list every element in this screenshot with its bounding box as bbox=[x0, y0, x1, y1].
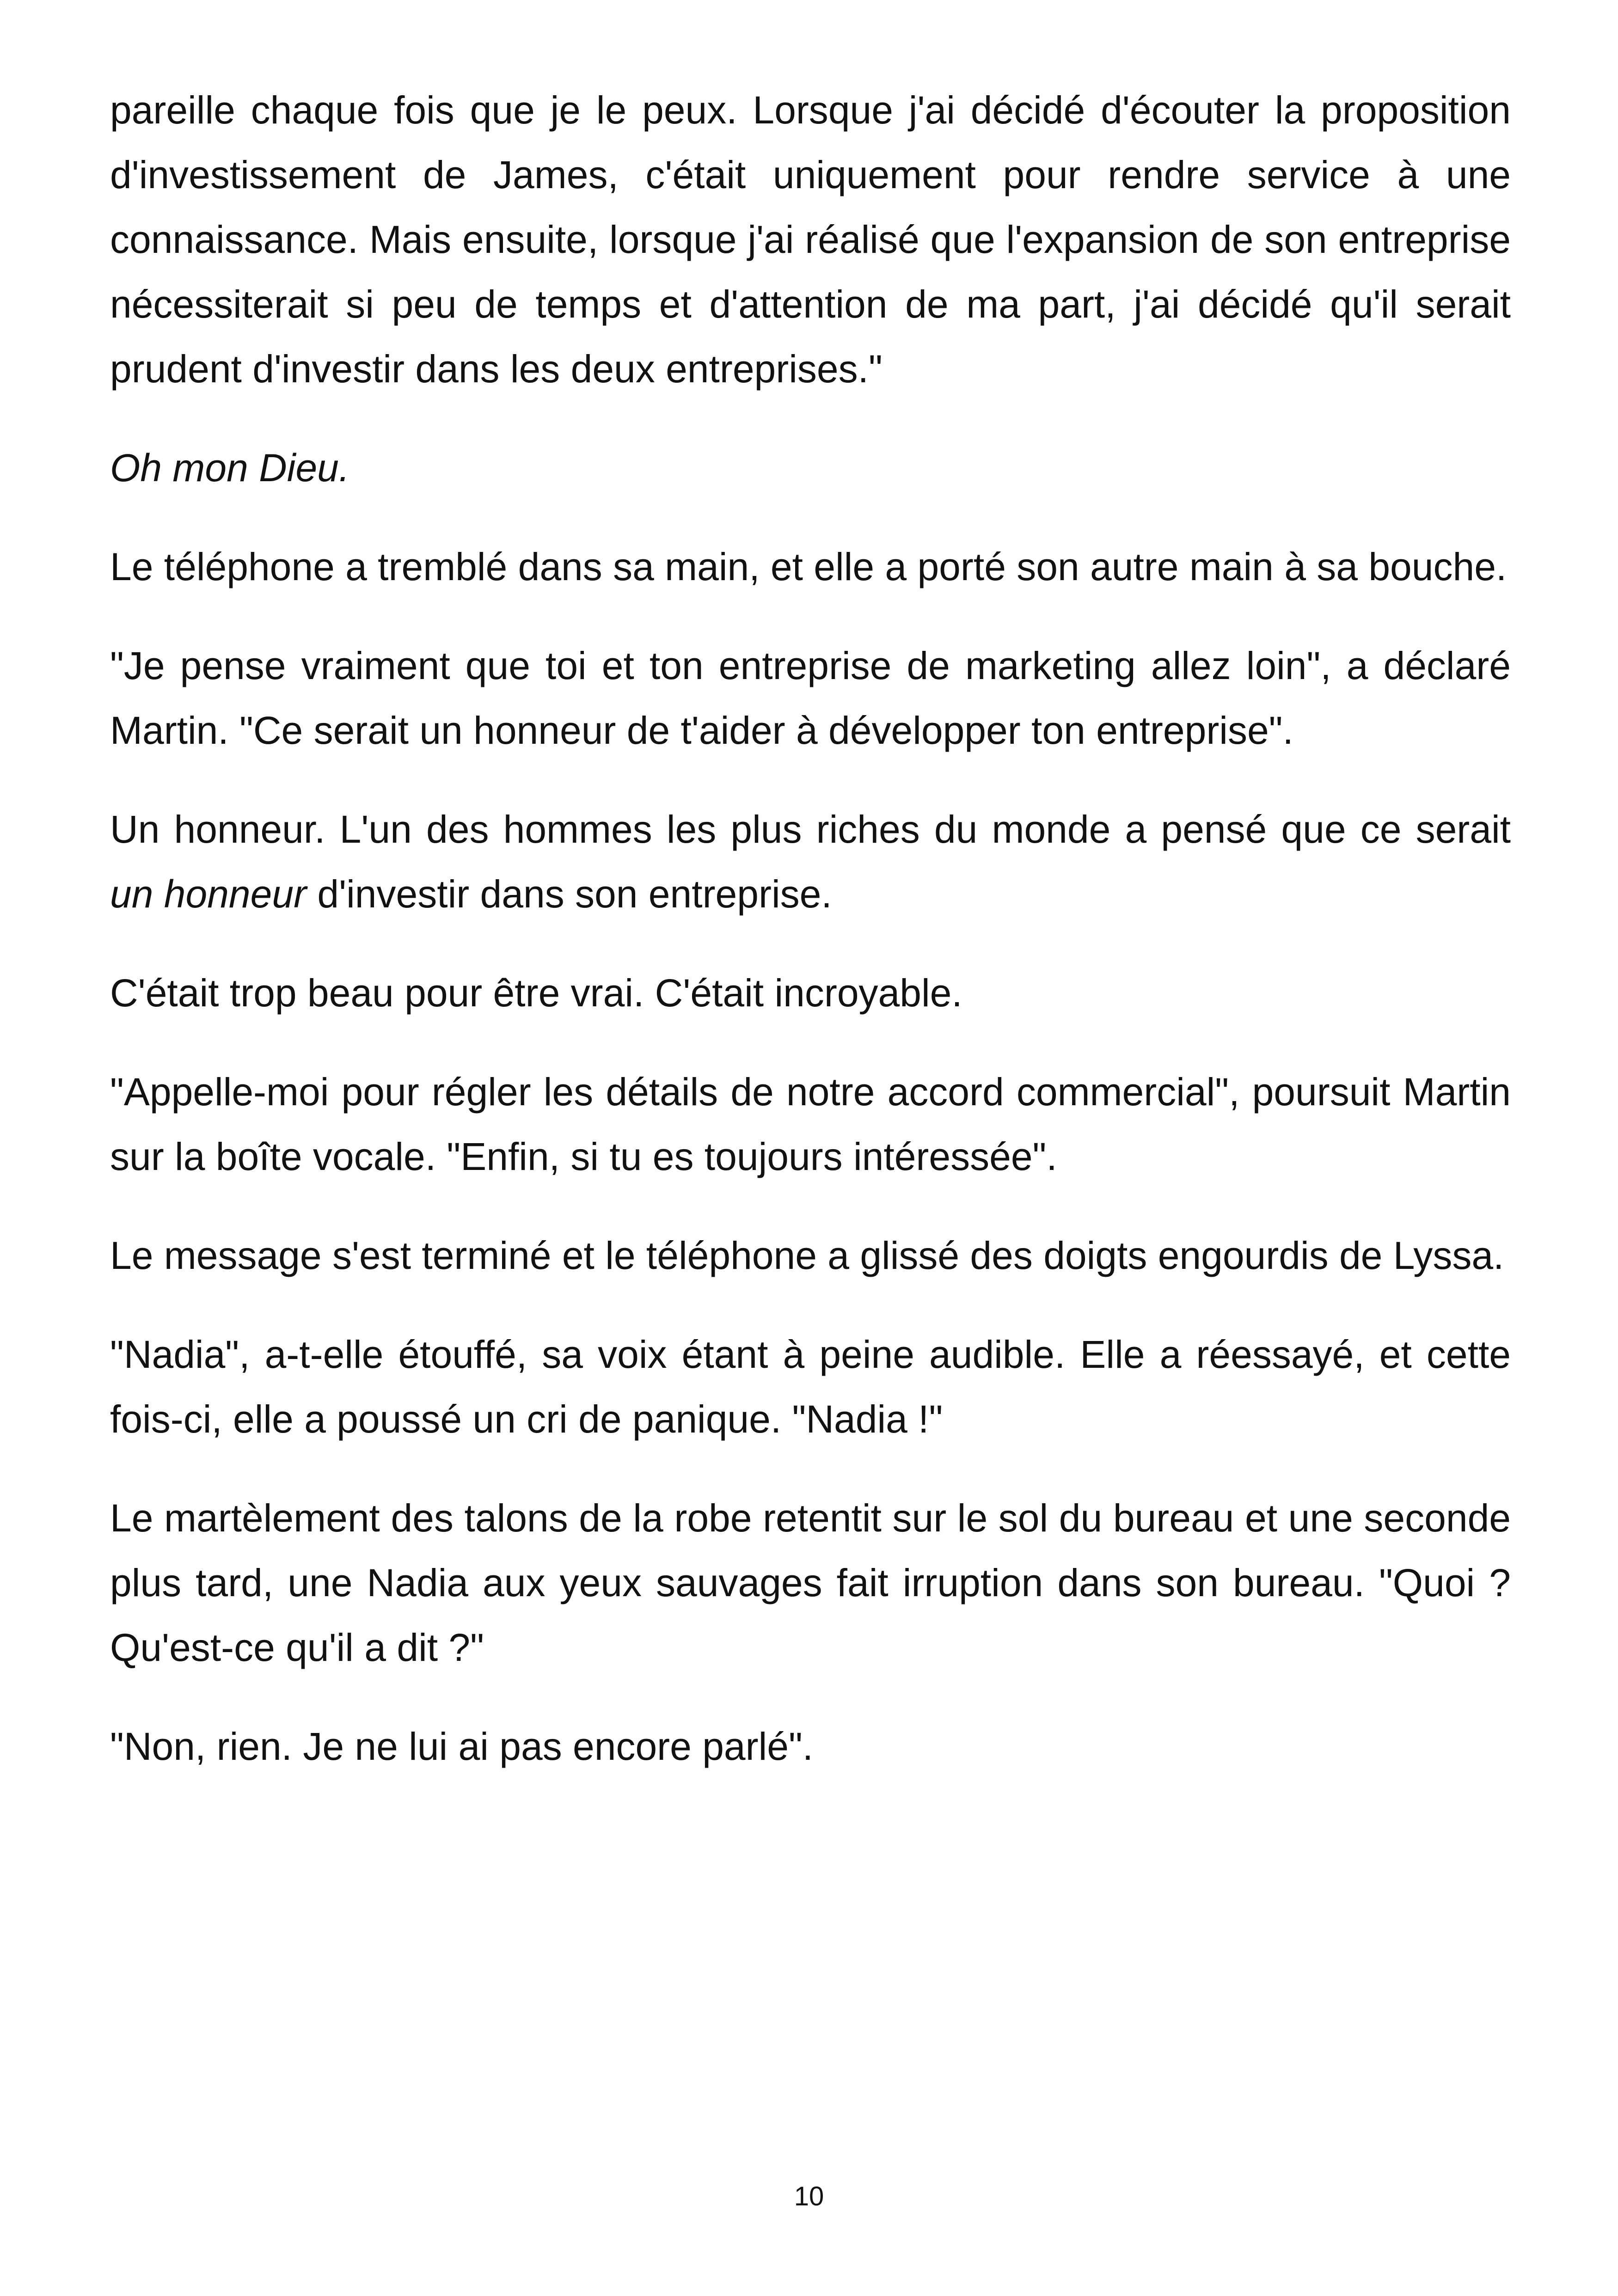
paragraph bbox=[110, 78, 1511, 401]
text-segment: Le message s'est terminé et le téléphone a glissé des doigts engourdis de Lyssa. bbox=[110, 1234, 1504, 1277]
text-segment: "Je pense vraiment que toi et ton entreprise de marketing allez loin", a déclaré Martin. "Ce serait un honneur de t'aider à développer ton entreprise". bbox=[110, 644, 1511, 752]
paragraph bbox=[110, 534, 1511, 599]
italic-text-segment: Oh mon Dieu. bbox=[110, 446, 350, 490]
paragraph bbox=[110, 1059, 1511, 1189]
paragraph bbox=[110, 1223, 1511, 1288]
paragraph bbox=[110, 1714, 1511, 1779]
paragraph bbox=[110, 1486, 1511, 1680]
page-number: 10 bbox=[794, 2181, 824, 2211]
text-segment: "Non, rien. Je ne lui ai pas encore parlé". bbox=[110, 1725, 814, 1768]
text-segment: C'était trop beau pour être vrai. C'était incroyable. bbox=[110, 971, 962, 1015]
text-segment: Le téléphone a tremblé dans sa main, et elle a porté son autre main à sa bouche. bbox=[110, 545, 1507, 588]
document-body bbox=[110, 78, 1511, 1779]
paragraph bbox=[110, 435, 1511, 500]
paragraph bbox=[110, 1322, 1511, 1451]
text-segment: d'investir dans son entreprise. bbox=[306, 872, 832, 916]
paragraph bbox=[110, 961, 1511, 1025]
text-segment: pareille chaque fois que je le peux. Lorsque j'ai décidé d'écouter la proposition d'investissement de James, c'était uniquement pour rendre service à une connaissance. Mais ensuite, lorsque j'ai réalisé que l'expansion de son entreprise nécessiterait si peu de temps et d'attention de ma part, j'ai décidé qu'il serait prudent d'investir dans les deux entreprises." bbox=[110, 88, 1511, 391]
paragraph bbox=[110, 633, 1511, 763]
italic-text-segment: un honneur bbox=[110, 872, 307, 916]
text-segment: Un honneur. L'un des hommes les plus riches du monde a pensé que ce serait bbox=[110, 808, 1511, 851]
text-segment: "Nadia", a-t-elle étouffé, sa voix étant à peine audible. Elle a réessayé, et cette fois-ci, elle a poussé un cri de panique. "Nadia !" bbox=[110, 1333, 1511, 1441]
paragraph bbox=[110, 797, 1511, 926]
text-segment: "Appelle-moi pour régler les détails de notre accord commercial", poursuit Martin sur la boîte vocale. "Enfin, si tu es toujours intéressée". bbox=[110, 1070, 1511, 1178]
text-segment: Le martèlement des talons de la robe retentit sur le sol du bureau et une seconde plus tard, une Nadia aux yeux sauvages fait irruption dans son bureau. "Quoi ? Qu'est-ce qu'il a dit ?" bbox=[110, 1496, 1511, 1669]
